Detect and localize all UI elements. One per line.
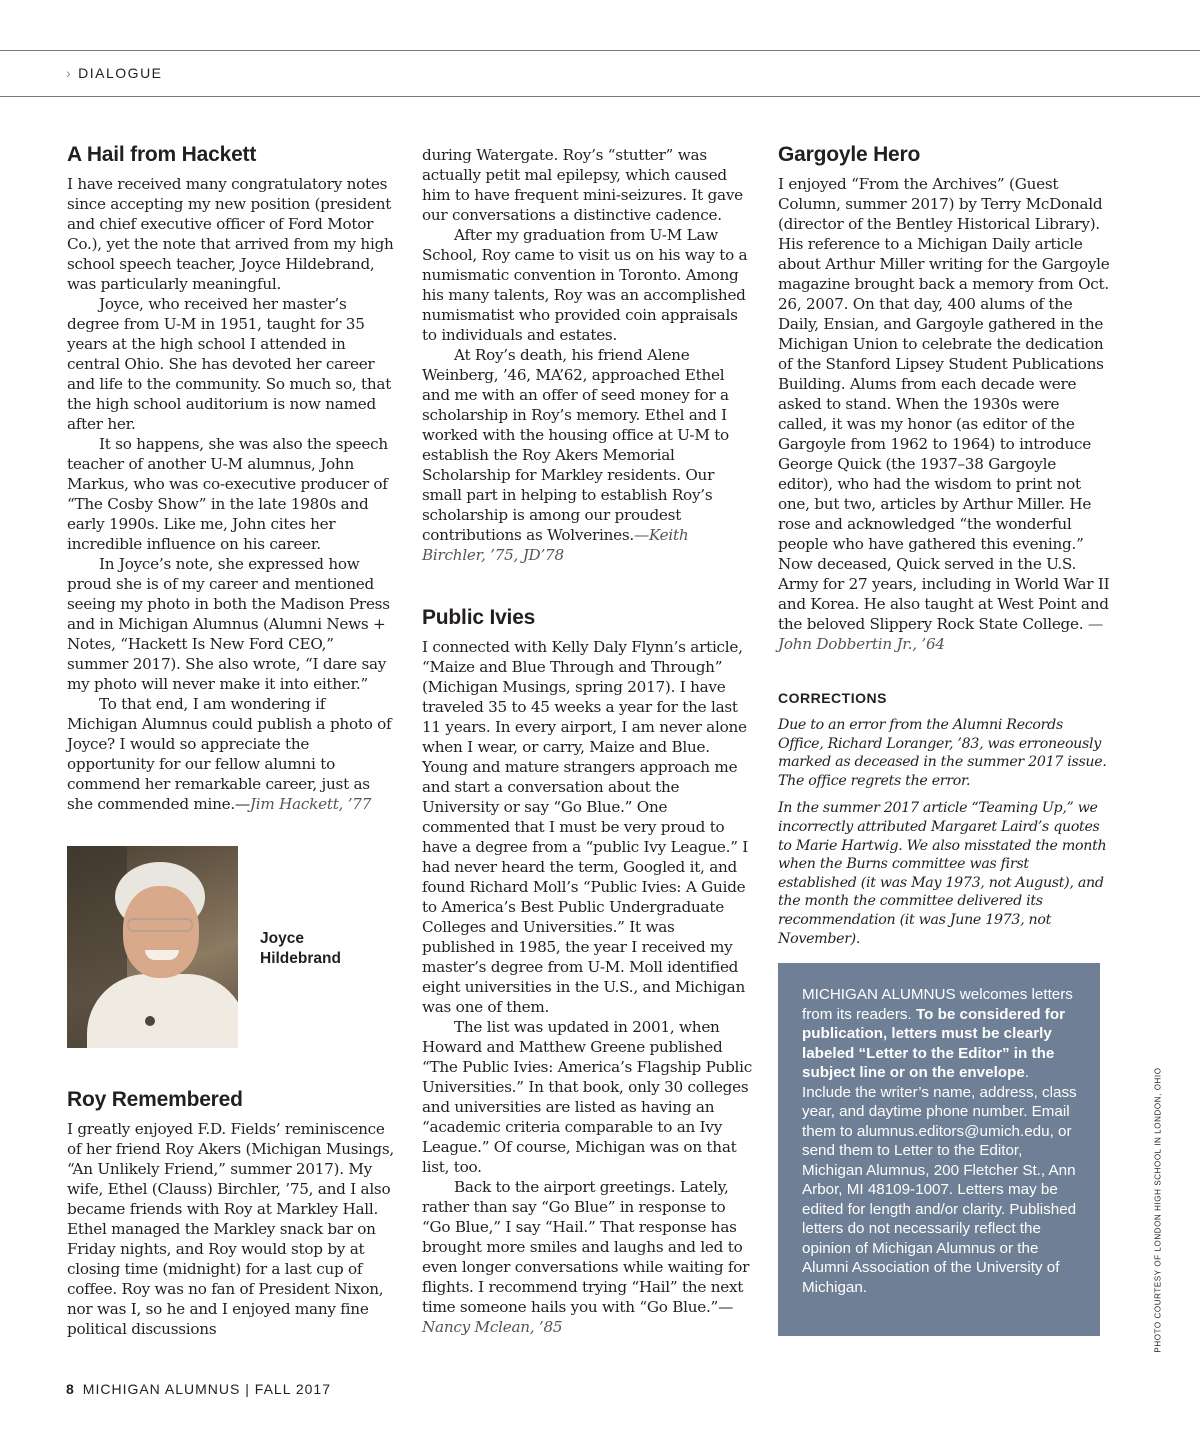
publication-info: MICHIGAN ALUMNUS | FALL 2017: [82, 1381, 331, 1397]
caption-line: Hildebrand: [260, 950, 341, 967]
paragraph-text: Back to the airport greetings. Lately, rather than say “Go Blue” in response to “Go Blue,” I say “Hail.” That response has brought more smiles and laughs and led to even longer conversations while waiting for flights. I recommend trying “Hail” the next time someone hails you with “Go Blue.”—: [422, 1178, 750, 1316]
letter-title: Gargoyle Hero: [778, 143, 921, 166]
caption-line: Joyce: [260, 930, 304, 947]
top-rule: [0, 50, 1200, 51]
paragraph-text: I enjoyed “From the Archives” (Guest Column, summer 2017) by Terry McDonald (director of the Bentley Historical Library). His reference to a Michigan Daily article about Arthur Miller writing for the Gargoyle magazine brought back a memory from Oct. 26, 2007. On that day, 400 alums of the Daily, Ensian, and Gargoyle gathered in the Michigan Union to celebrate the dedication of the Stanford Lipsey Student Publications Building. Alums from each decade were asked to stand. When the 1930s were called, it was my honor (as editor of the Gargoyle from 1962 to 1964) to introduce George Quick (the 1937–38 Gargoyle editor), who had the wisdom to print not one, but two, articles by Arthur Miller. He rose and acknowledged “the wonderful people who have gathered this evening.” Now deceased, Quick served in the U.S. Army for 27 years, including in World War II and Korea. He also taught at West Point and the beloved Slippery Rock State College.: [778, 175, 1110, 633]
paragraph: I connected with Kelly Daly Flynn’s article, “Maize and Blue Through and Through” (Michigan Musings, spring 2017). I have traveled 35 to 45 weeks a year for the last 11 years. In every airport, I am never alone when I wear, or carry, Maize and Blue. Young and mature strangers approach me and start a conversation about the University or say “Go Blue.” One commented that I must be very proud to have a degree from a “public Ivy League.” I had never heard the term, Googled it, and found Richard Moll’s “Public Ivies: A Guide to America’s Best Public Undergraduate Colleges and Universities.” It was published in 1985, the year I received my master’s degree from U-M. Moll identified eight universities in the U.S., and Michigan was one of them.: [422, 638, 749, 1016]
signature: Jim Hackett, ’77: [249, 795, 372, 813]
correction-item: In the summer 2017 article “Teaming Up,” we incorrectly attributed Margaret Laird’s quotes to Marie Hartwig. We also misstated the month when the Burns committee was first established (it was May 1973, not August), and the month the committee delivered its recommendation (it was June 1973, not November).: [778, 800, 1107, 947]
letter-title: Public Ivies: [422, 606, 536, 629]
letter-title: A Hail from Hackett: [67, 143, 257, 166]
section-label: [66, 65, 163, 81]
corrections-section: [778, 690, 1110, 957]
page-number: 8: [66, 1381, 75, 1397]
section-title: DIALOGUE: [78, 65, 163, 81]
correction-item: Due to an error from the Alumni Records Office, Richard Loranger, ’83, was erroneously marked as deceased in the summer 2017 issue. The office regrets the error.: [778, 717, 1107, 789]
paragraph: After my graduation from U-M Law School, Roy came to visit us on his way to a numismatic convention in Toronto. Among his many talents, Roy was an accomplished numismatist who provided coin appraisals to individuals and estates.: [422, 226, 748, 344]
letter-roy: [67, 1087, 397, 1339]
paragraph-text: At Roy’s death, his friend Alene Weinberg, ’46, MA’62, approached Ethel and me with an offer of seed money for a scholarship in Roy’s memory. Ethel and I worked with the housing office at U-M to establish the Roy Akers Memorial Scholarship for Markley residents. Our small part in helping to establish Roy’s scholarship is among our proudest contributions as Wolverines.: [422, 346, 729, 544]
paragraph: I have received many congratulatory notes since accepting my new position (president and chief executive officer of Ford Motor Co.), yet the note that arrived from my high school speech teacher, Joyce Hildebrand, was particularly meaningful.: [67, 175, 394, 293]
signature: —John Dobbertin Jr., ’64: [778, 615, 1103, 653]
header-rule: [0, 96, 1200, 97]
letter-title: Roy Remembered: [67, 1088, 243, 1111]
page-footer: [66, 1381, 331, 1397]
letter-roy-continued: [422, 145, 752, 565]
joyce-hildebrand-photo: [67, 846, 238, 1048]
paragraph: during Watergate. Roy’s “stutter” was actually petit mal epilepsy, which caused him to have frequent mini-seizures. It gave our conversations a distinctive cadence.: [422, 146, 743, 224]
letter-gargoyle: [778, 142, 1110, 654]
paragraph: [778, 174, 1110, 654]
chevron-right-icon: ›: [66, 65, 73, 81]
photo-caption: [260, 929, 341, 969]
paragraph: In Joyce’s note, she expressed how proud she is of my career and mentioned seeing my photo in both the Madison Press and in Michigan Alumnus (Alumni News + Notes, “Hackett Is New Ford CEO,” summer 2017). She also wrote, “I dare say my photo will never make it into either.”: [67, 555, 390, 693]
paragraph: Joyce, who received her master’s degree from U-M in 1951, taught for 35 years at the high school I attended in central Ohio. She has devoted her career and life to the community. So much so, that the high school auditorium is now named after her.: [67, 295, 392, 433]
submission-info-box: [778, 963, 1100, 1336]
signature: —Keith Birchler, ’75, JD’78: [422, 526, 689, 564]
paragraph: [67, 694, 397, 814]
paragraph: [422, 345, 752, 565]
box-emphasis: To be considered for publication, letters must be clearly labeled “Letter to the Editor” in the subject line or on the envelope: [802, 1005, 1066, 1081]
letter-hackett: [67, 142, 397, 814]
box-intro: MICHIGAN ALUMNUS welcomes letters from its readers.: [802, 986, 1073, 1023]
signature: Nancy Mclean, ’85: [422, 1318, 563, 1336]
paragraph: I greatly enjoyed F.D. Fields’ reminiscence of her friend Roy Akers (Michigan Musings, “An Unlikely Friend,” summer 2017). My wife, Ethel (Clauss) Birchler, ’75, and I also became friends with Roy at Markley Hall. Ethel managed the Markley snack bar on Friday nights, and Roy would stop by at closing time (midnight) for a last cup of coffee. Roy was no fan of President Nixon, nor was I, so he and I enjoyed many fine political discussions: [67, 1120, 395, 1338]
corrections-heading: CORRECTIONS: [778, 690, 887, 706]
paragraph: The list was updated in 2001, when Howard and Matthew Greene published “The Public Ivies: America’s Flagship Public Universities.” In that book, only 30 colleges and universities are listed as having an “academic criteria comparable to an Ivy League.” Of course, Michigan was on that list, too.: [422, 1018, 753, 1176]
paragraph: It so happens, she was also the speech teacher of another U-M alumnus, John Markus, who was co-executive producer of “The Cosby Show” in the late 1980s and early 1990s. Like me, John cites her incredible influence on his career.: [67, 435, 388, 553]
letter-public-ivies: [422, 605, 752, 1337]
paragraph-text: To that end, I am wondering if Michigan Alumnus could publish a photo of Joyce? I would so appreciate the opportunity for our fellow alumni to commend her remarkable career, just as she commended mine.—: [67, 695, 392, 813]
box-text: . Include the writer’s name, address, class year, and daytime phone number. Email them to alumnus.editors@umich.edu, or send them to Letter to the Editor, Michigan Alumnus, 200 Fletcher St., Ann Arbor, MI 48109-1007. Letters may be edited for length and/or clarity. Published letters do not necessarily reflect the opinion of Michigan Alumnus or the Alumni Association of the University of Michigan.: [802, 1064, 1077, 1296]
paragraph: [422, 1177, 752, 1337]
photo-credit: PHOTO COURTESY OF LONDON HIGH SCHOOL IN LONDON, OHIO: [1153, 1067, 1163, 1353]
